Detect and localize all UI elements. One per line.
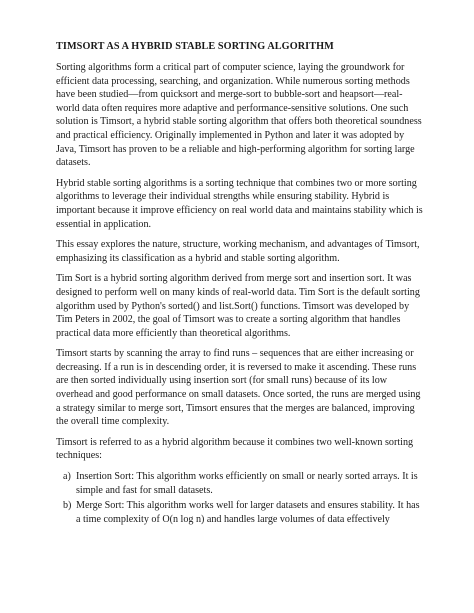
list-item-text: Merge Sort: This algorithm works well for larger datasets and ensures stability. It has a time complexity of O(n log n) and handles large volumes of data effectively xyxy=(76,500,420,525)
paragraph-hybrid-reason: Timsort is referred to as a hybrid algorithm because it combines two well-known sorting techniques: xyxy=(56,436,414,462)
document-title: TIMSORT AS A HYBRID STABLE SORTING ALGORITHM xyxy=(56,41,334,52)
paragraph-hybrid-definition: Hybrid stable sorting algorithms is a sorting technique that combines two or more sorting algorithms to leverage their individual strengths while ensuring stability. Hybrid is important because it improve efficiency on real world data and maintains stability which is essential in application. xyxy=(56,177,423,230)
list-item-merge-sort xyxy=(56,499,426,526)
list-marker: b) xyxy=(63,500,72,512)
paragraph-intro: Sorting algorithms form a critical part of computer science, laying the groundwork for efficient data processing, searching, and organization. While numerous sorting methods have been studied—from quicksort and merge-sort to bubble-sort and heapsort—real-world data often requires more adaptive and performance-sensitive solutions. One such solution is Timsort, a hybrid stable sorting algorithm that offers both theoretical soundness and practical efficiency. Originally implemented in Python and later it was adopted by Java, Timsort has proven to be a reliable and high-performing algorithm for sorting large datasets. xyxy=(56,62,422,169)
paragraph-timsort-mechanism: Timsort starts by scanning the array to find runs – sequences that are either increasing or decreasing. If a run is in descending order, it is reversed to make it ascending. These runs are then sorted individually using insertion sort (for small runs) because of its low overhead and good performance on small datasets. Once sorted, the runs are merged using a strategy similar to merge sort, Timsort ensures that the merges are balanced, improving the overall time complexity. xyxy=(56,348,421,428)
paragraph-timsort-origin: Tim Sort is a hybrid sorting algorithm derived from merge sort and insertion sort. It was designed to perform well on many kinds of real-world data. Tim Sort is the default sorting algorithm used by Python's sorted() and list.Sort() functions. Timsort was developed by Tim Peters in 2002, the goal of Timsort was to create a sorting algorithm that handles practical data more efficiently than theoretical algorithms. xyxy=(56,273,420,339)
list-marker: a) xyxy=(63,471,71,483)
list-item-text: Insertion Sort: This algorithm works efficiently on small or nearly sorted arrays. It is simple and fast for small datasets. xyxy=(76,471,418,496)
list-item-insertion-sort xyxy=(56,470,426,497)
technique-list xyxy=(56,470,426,526)
paragraph-essay-scope: This essay explores the nature, structure, working mechanism, and advantages of Timsort, emphasizing its classification as a hybrid and stable sorting algorithm. xyxy=(56,239,420,264)
document-body xyxy=(56,40,426,528)
